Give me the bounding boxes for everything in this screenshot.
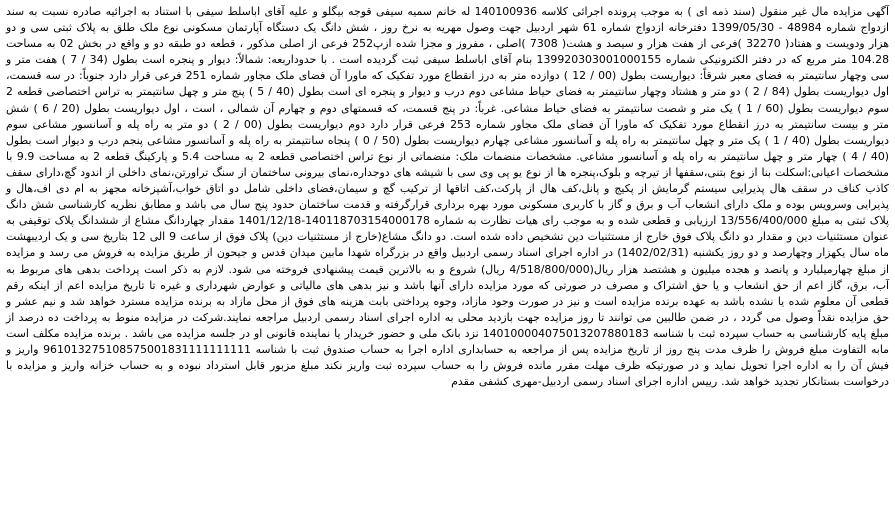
notice-body-text: آگهی مزایده مال غیر منقول (سند ذمه ای ) به موجب پرونده اجرائی کلاسه 140100936 له خانم سمیه سیفی قوجه بیگلو و علیه آقای اباسلط سیفی با استناد به اجرائیه صادره نسبت به سند ازدواج شماره 48984 - 1399/05/30 دفترخانه ازدواج شماره 61 شهر اردبیل جهت وصول مهریه به نرخ روز ، شش دانگ یک دستگاه آپارتمان مسکونی نوع ملک طلق به پلاک ثبتی سی و دو هزار ودویست و هفتاد( 32270 )فرعی از هفت هزار و سیصد و هشت( 7308 )اصلی ، مفروز و مجزا شده ازپ252 فرعی از اصلی مذکور ، قطعه دو طبقه دو و واقع در بخش 02 به مساحت 104.28 متر مربع که در دفتر الکترونیکی شماره 139920303001000155 بنام آقای اباسلط سیفی ثبت گردیده است . با حدوداربعه: شمالاً: دیوار و پنجره است بطول (34 / 7 ) هفت متر و سی وچهار سانتیمتر به فضای معبر شرقاً: دیواریست بطول (00 / 12 ) دوازده متر به درز انقطاع مورد تفکیک که ماورا آن فضای ملک مجاور شماره 251 فرعی قرار دارد جنوباً: در سه قسمت، اول دیواریست بطول (84 / 2 ) دو متر و هشتاد وچهار سانتیمتر به فضای حیاط مشاعی دوم درب و دیوار و پنجره ای است بطول (40 / 5 ) پنج متر و چهل سانتیمتر به تراس اختصاصی قطعه 2 سوم دیواریست بطول (60 / 1 ) یک متر و شصت سانتیمتر به فضای حیاط مشاعی. غرباً: در پنج قسمت، که قسمتهای دوم و چهارم آن شمالی ، است ، اول دیواریست بطول (20 / 6 ) شش متر و بیست سانتیمتر به درز انقطاع مورد تفکیک که ماورا آن فضای ملک مجاور شماره 253 فرعی قرار دارد دوم دیواریست بطول (00 / 2 ) دو متر به راه پله و آسانسور مشاعی سوم دیواریست بطول (40 / 1 ) یک متر و چهل سانتیمتر به راه پله و آسانسور مشاعی چهارم دیواریست بطول (50 / 0 ) پنجاه سانتیمتر به راه پله و آسانسور مشاعی پنجم درب و دیوار است بطول (40 / 4 ) چهار متر و چهل سانتیمتر به راه پله و آسانسور مشاعی. مشخصات منضمات ملک: منضماتی از نوع تراس اختصاصی قطعه 2 به مساحت 5.4 و پارکینگ قطعه 2 به مساحت 9.9 با مشخصات اعیانی:اسکلت بنا از نوع بتنی،سقفها از تیرچه و بلوک،پنجره ها از نوع یو پی وی سی با شیشه های دوجداره،نمای بیرونی ساختمان از سنگ تراورتن،نمای داخلی از اندود گچ،دارای سقف کاذب کناف در سقف هال پذیرایی سیستم گرمایش از پکیج و پانل،کف هال از پارکت،کف اتاقها از ترکیب گچ و سیمان،فضای داخلی شامل دو اتاق خواب،آشپزخانه مجهز به ام دی اف،هال و پذیرایی وسرویس بوده و ملک دارای انشعاب آب و برق و گاز با کاربری مسکونی مورد بهره برداری قرارگرفته و قدمت ساختمان حدود پنج سال می باشد و مطابق نظریه کارشناسی شش دانگ پلاک ثبتی به مبلغ 13/556/400/000 ارزیابی و قطعی شده و به موجب رای هیات نظارت به شماره 140118703154000178-1401/12/18 مقدار چهاردانگ مشاع از ششدانگ پلاک توقیفی به عنوان مستثنیات دین و مقدار دو دانگ پلاک فوق خارج از مستثنیات دین تشخیص داده شده است. دو دانگ مشاع(خارج از مستثنیات دین) پلاک فوق از ساعت 9 الی 12 بتاریخ سی و یک اردیبهشت ماه سال یکهزار وچهارصد و دو روز یکشنبه (1402/02/31) در اداره اجرای اسناد رسمی اردبیل واقع در بزرگراه شهدا مابین میدان قدس و جیحون از طریق مزایده به فروش می رسد و مزایده از مبلغ چهارمیلیارد و پانصد و هجده میلیون و هشتصد هزار ریال(4/518/800/000 ریال) شروع و به بالاترین قیمت پیشنهادی فروخته می شود. لازم به ذکر است پرداخت بدهی های مربوط به آب، برق، گاز اعم از حق انشعاب و یا حق اشتراک و مصرف در صورتی که مورد مزایده دارای آنها باشد و نیز بدهی های مالیاتی و عوارض شهرداری و غیره تا تاریخ مزایده اعم از اینکه رقم قطعی آن معلوم شده یا نشده باشد به عهده برنده مزایده است و نیز در صورت وجود مازاد، وجوه پرداختی بابت هزینه های فوق از محل مازاد به برنده مزایده مسترد خواهد شد و نیم عشر و حق مزایده نقداً وصول می گردد ، در ضمن طالبین می توانند تا روز مزایده جهت بازدید محلی به اداره اجرای اسناد رسمی اردبیل مراجعه نمایند.شرکت در مزایده منوط به پرداخت ده درصد از مبلغ پایه کارشناسی به حساب سپرده ثبت با شناسه 140100004075013207880183 نزد بانک ملی و حضور خریدار یا نماینده قانونی او در جلسه مزایده می باشد . برنده مزایده مکلف است مابه التفاوت مبلغ فروش را ظرف مدت پنج روز از تاریخ مزایده پس از مراجعه به حسابداری اداره اجرا به حساب صندوق ثبت با شناسه 961013275108575001831111111111 واریز و فیش آن را به اداره اجرا تحویل نماید و در صورتیکه ظرف مهلت مقرر مانده فروش را به حساب سپرده ثبت واریز نکند مبلغ مزبور قابل استرداد نبوده و به حساب خزانه واریز و مزایده با درخواست بستانکار تجدید خواهد شد. رییس اداره اجرای اسناد رسمی اردبیل-مهری کشفی مقدم <box>6 5 890 389</box>
